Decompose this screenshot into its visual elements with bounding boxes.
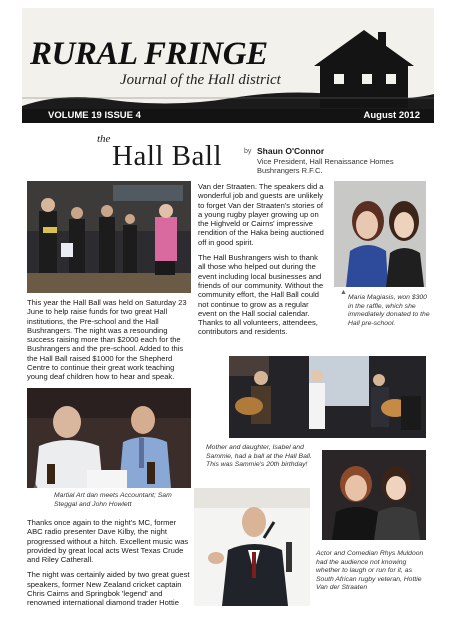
masthead-title: RURAL FRINGE (30, 36, 268, 72)
article-title-prefix: the (97, 133, 111, 145)
article-col2 (198, 182, 326, 343)
photo-martial-art (27, 388, 191, 488)
article-paragraph: This year the Hall Ball was held on Saturday 23 June to help raise funds for two great Hall institutions, the Pre-school and the Hall Bushrangers. The night was a resounding success raising more than $2000 each for the Bushrangers and the pre-school. Added to this the Hall Ball raised $1000 for the Shepherd Centre to continue their great work teaching young deaf children how to hear and speak. (27, 298, 187, 382)
photo-rhys-muldoon (194, 488, 310, 606)
article-col1-intro (27, 298, 191, 388)
article-paragraph: The Hall Bushrangers wish to thank all those who helped out during the event including local businesses and friends of our community. Without the community effort, the Hall Ball could not continue to grow as a regular event on the Hall social calendar. Thanks to all volunteers, attendees, contributors and residents. (198, 253, 324, 337)
article-col1-continued (27, 518, 191, 614)
caption-maria: Maria Magiasis, won $300 in the raffle, which she immediately donated to the Hall pre-school. (348, 294, 430, 327)
masthead (22, 8, 434, 116)
caption-marker: ▲ (340, 289, 347, 296)
photo-isabel-sammie (229, 356, 426, 438)
photo-band (27, 181, 191, 293)
author-role: Vice President, Hall Renaissance Homes Bushrangers R.F.C. (257, 157, 394, 175)
byline-label: by (244, 148, 252, 155)
issue-bar (22, 109, 434, 123)
house-icon (314, 30, 414, 108)
author-name: Shaun O'Connor (257, 146, 325, 156)
caption-rhys-muldoon: Actor and Comedian Rhys Muldoon had the audience not knowing whether to laugh or run for it, as South African rugby veteran, Hottie Van der Straaten (316, 550, 424, 592)
issue-volume: VOLUME 19 ISSUE 4 (48, 110, 141, 121)
photo-guests (322, 450, 426, 540)
article-paragraph: Thanks once again to the night's MC, former ABC radio presenter Dave Kilby, the night progressed without a hitch. Excellent music was provided by great local acts West Texas Crude and Riley Catherall. (27, 518, 189, 565)
article-paragraph: The night was certainly aided by two great guest speakers, former New Zealand cricket captain Chris Cairns and Springbok 'legend' and renowned international diamond trader Hottie (27, 570, 190, 608)
caption-isabel-sammie: Mother and daughter, Isabel and Sammie, had a ball at the Hall Ball. This was Sammie's 20th birthday! (206, 444, 312, 469)
photo-maria (334, 181, 426, 287)
caption-martial-art: Martial Art dan meets Accountant; Sam Steggal and John Howlett (54, 492, 172, 508)
issue-date: August 2012 (363, 110, 420, 121)
article-paragraph: Van der Straaten. The speakers did a wonderful job and guests are unlikely to forget Van der Straaten's stories of a young rugby player growing up on the Highveld or Cairns' impressive rendition of the Haka being auctioned off in good spirit. (198, 182, 324, 247)
masthead-subtitle: Journal of the Hall district (120, 72, 281, 88)
caption-marker: ▲ (32, 483, 39, 490)
article-title: Hall Ball (112, 140, 223, 172)
